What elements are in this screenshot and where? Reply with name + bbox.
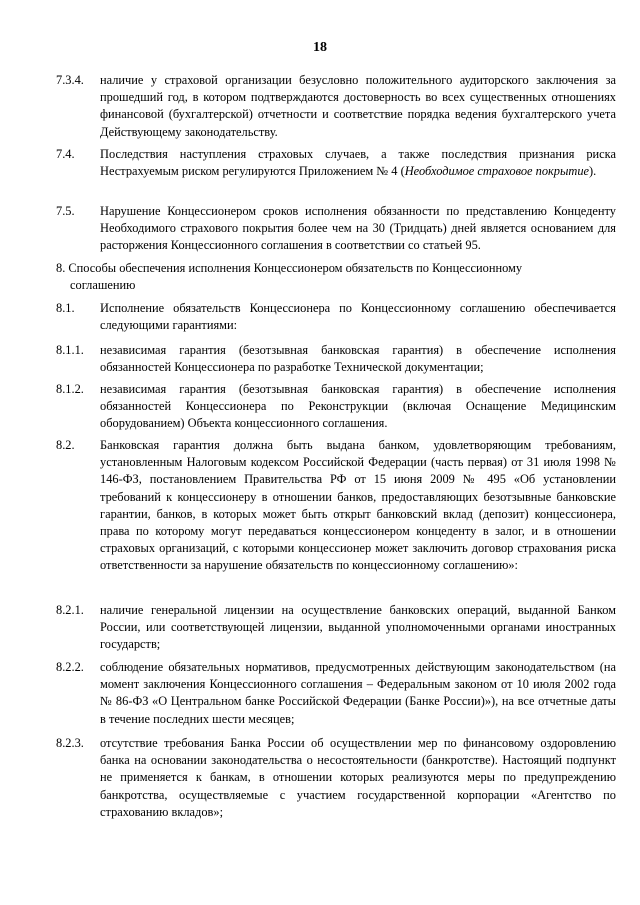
- clause-number: 8.2.2.: [56, 660, 84, 674]
- section-heading-8: [56, 260, 616, 294]
- clause-text: отсутствие требования Банка России об осуществлении мер по финансовому оздоровлению банка на основании законодательства о несостоятельности (банкротстве). Настоящий подпункт не применяется к банкам, в отношении которых реализуются меры по предупреждению банкротства, осуществляемые с участием государственной корпорации «Агентство по страхованию вкладов»;: [100, 736, 616, 819]
- section-heading-line: соглашению: [70, 278, 136, 293]
- clause-8-1-2: [56, 381, 616, 433]
- clause-text: соблюдение обязательных нормативов, предусмотренных действующим законодательством (на момент заключения Концессионного соглашения – Федеральным законом от 10 июля 2002 года № 86-ФЗ «О Центральном банке Российской Федерации (Банке России)»), на все отчетные даты в течение последних шести месяцев;: [100, 660, 616, 726]
- clause-8-2: [56, 437, 616, 575]
- clause-7-4: [56, 146, 616, 180]
- page-number: 18: [313, 40, 327, 55]
- section-heading-line: 8. Способы обеспечения исполнения Концессионером обязательств по Концессионному: [56, 261, 523, 275]
- clause-8-1: [56, 300, 616, 334]
- clause-8-1-1: [56, 342, 616, 376]
- clause-text-part: Последствия наступления страховых случаев, а также последствия признания риска Нестрахуемым риском регулируются Приложением № 4 (: [100, 147, 616, 179]
- clause-number: 8.2.1.: [56, 603, 84, 617]
- clause-7-3-4: [56, 72, 616, 141]
- clause-text: [100, 146, 616, 180]
- clause-number: 8.2.3.: [56, 736, 84, 750]
- clause-number: 7.4.: [56, 147, 75, 161]
- clause-number: 8.2.: [56, 438, 75, 452]
- clause-7-5: [56, 203, 616, 255]
- clause-8-2-3: [56, 735, 616, 821]
- clause-text-part: ).: [589, 164, 597, 179]
- clause-text: независимая гарантия (безотзывная банковская гарантия) в обеспечение исполнения обязанностей Концессионера по Реконструкции (включая Оснащение Медицинским оборудованием) Объекта концессионного соглашения.: [100, 382, 616, 431]
- clause-text-italic: Необходимое страховое покрытие: [404, 164, 590, 179]
- clause-number: 7.5.: [56, 204, 75, 218]
- clause-text: наличие у страховой организации безусловно положительного аудиторского заключения за прошедший год, в котором подтверждаются достоверность во всех существенных отношениях финансовой (бухгалтерской) отчетности и соответствие порядка ведения бухгалтерского учета Действующему законодательству.: [100, 73, 616, 139]
- clause-number: 7.3.4.: [56, 73, 84, 87]
- clause-text: наличие генеральной лицензии на осуществление банковских операций, выданной Банком России, или соответствующей лицензии, выданной уполномоченными органами иностранных государств;: [100, 603, 616, 652]
- clause-text: Нарушение Концессионером сроков исполнения обязанности по представлению Концеденту Необходимого страхового покрытия более чем на 30 (Тридцать) дней является основанием для расторжения Концессионного соглашения в соответствии со статьей 95.: [100, 204, 616, 253]
- clause-text: Исполнение обязательств Концессионера по Концессионному соглашению обеспечивается следующими гарантиями:: [100, 301, 616, 333]
- clause-8-2-1: [56, 602, 616, 654]
- clause-number: 8.1.2.: [56, 382, 84, 396]
- clause-8-2-2: [56, 659, 616, 728]
- clause-text: независимая гарантия (безотзывная банковская гарантия) в обеспечение исполнения обязанностей Концессионера по разработке Технической документации;: [100, 343, 616, 375]
- clause-number: 8.1.1.: [56, 343, 84, 357]
- clause-text: Банковская гарантия должна быть выдана банком, удовлетворяющим требованиям, установленным Налоговым кодексом Российской Федерации (часть первая) от 31 июля 1998 № 146-ФЗ, постановлением Правительства РФ от 15 июня 2009 № 495 «Об установлении требований к концессионеру в отношении банков, предоставляющих безотзывные банковские гарантии, банков, в которых может быть открыт банковский вклад (депозит) концессионера, права по которому могут передаваться концессионером концеденту в залог, и в отношении страховых организаций, с которыми концессионер может заключить договор страхования риска ответственности за нарушение обязательств по концессионному соглашению»:: [100, 438, 616, 573]
- clause-number: 8.1.: [56, 301, 75, 315]
